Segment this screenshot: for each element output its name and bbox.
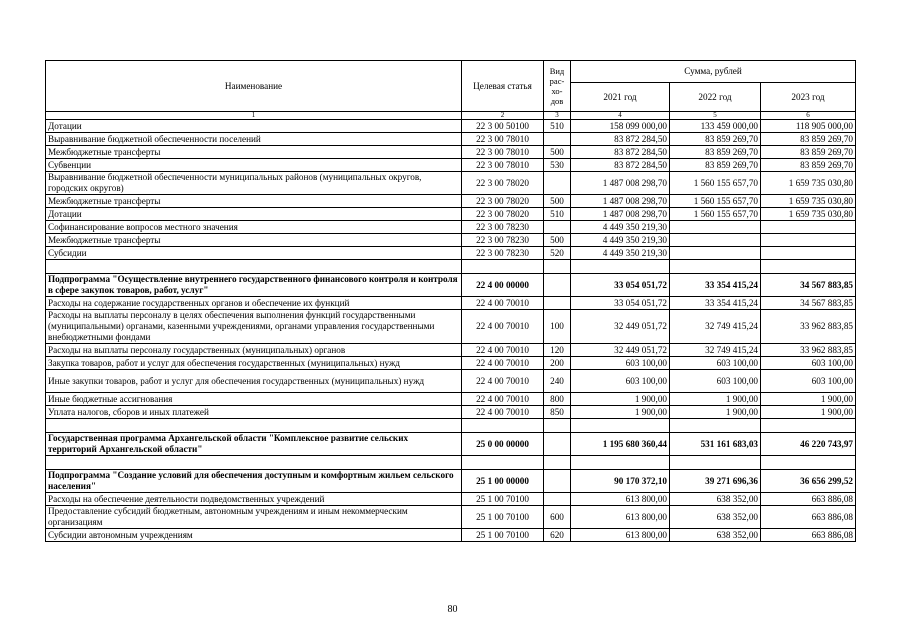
row-2023: 83 859 269,70 [761, 146, 856, 159]
header-sum: Сумма, рублей [571, 61, 856, 83]
table-row [46, 370, 856, 393]
row-code: 22 4 00 70010 [462, 297, 544, 310]
table-row [46, 172, 856, 195]
row-2022: 32 749 415,24 [670, 310, 761, 344]
row-name: Межбюджетные трансферты [46, 195, 462, 208]
row-2023 [761, 221, 856, 234]
row-code: 25 1 00 00000 [462, 470, 544, 493]
row-2022: 1 560 155 657,70 [670, 172, 761, 195]
row-2023: 1 900,00 [761, 393, 856, 406]
spacer-row [46, 419, 856, 433]
row-vid: 120 [544, 344, 571, 357]
row-2023: 1 659 735 030,80 [761, 172, 856, 195]
row-name: Расходы на выплаты персоналу в целях обеспечения выполнения функций государственными (муниципальными) органами, казенными учреждениями, органами управления государственными внебюджетными фондами [46, 310, 462, 344]
row-vid [544, 172, 571, 195]
table-row [46, 208, 856, 221]
row-code: 22 4 00 70010 [462, 357, 544, 370]
header-2023: 2023 год [761, 83, 856, 112]
row-name: Субвенции [46, 159, 462, 172]
row-vid [544, 221, 571, 234]
row-2022: 1 900,00 [670, 406, 761, 419]
row-code: 22 3 00 78010 [462, 146, 544, 159]
row-2021: 1 900,00 [571, 406, 670, 419]
row-2022: 531 161 683,03 [670, 433, 761, 456]
row-name: Субсидии автономным учреждениям [46, 529, 462, 542]
header-name: Наименование [46, 61, 462, 112]
row-code: 22 4 00 70010 [462, 310, 544, 344]
row-name: Выравнивание бюджетной обеспеченности поселений [46, 133, 462, 146]
budget-table [45, 60, 856, 542]
row-vid [544, 493, 571, 506]
row-2021: 32 449 051,72 [571, 344, 670, 357]
row-code: 22 4 00 00000 [462, 274, 544, 297]
table-row [46, 234, 856, 247]
row-vid: 500 [544, 234, 571, 247]
header-2022: 2022 год [670, 83, 761, 112]
row-2022: 1 560 155 657,70 [670, 208, 761, 221]
table-row [46, 506, 856, 529]
row-2022: 638 352,00 [670, 506, 761, 529]
table-row [46, 146, 856, 159]
row-code: 22 3 00 78230 [462, 221, 544, 234]
row-2022: 83 859 269,70 [670, 159, 761, 172]
table-row [46, 247, 856, 260]
row-2021: 90 170 372,10 [571, 470, 670, 493]
row-code: 22 3 00 78020 [462, 208, 544, 221]
col-number: 4 [571, 112, 670, 120]
row-2023: 34 567 883,85 [761, 274, 856, 297]
row-vid: 200 [544, 357, 571, 370]
row-2021: 613 800,00 [571, 493, 670, 506]
header-target: Целевая статья [462, 61, 544, 112]
row-vid [544, 470, 571, 493]
table-row [46, 221, 856, 234]
row-vid: 100 [544, 310, 571, 344]
table-row [46, 297, 856, 310]
row-code: 22 3 00 78010 [462, 159, 544, 172]
row-vid [544, 297, 571, 310]
row-name: Расходы на обеспечение деятельности подведомственных учреждений [46, 493, 462, 506]
row-code: 25 1 00 70100 [462, 493, 544, 506]
row-2021: 4 449 350 219,30 [571, 221, 670, 234]
row-2021: 83 872 284,50 [571, 146, 670, 159]
row-2023: 663 886,08 [761, 493, 856, 506]
table-row [46, 133, 856, 146]
row-2022: 603 100,00 [670, 370, 761, 393]
row-2022: 603 100,00 [670, 357, 761, 370]
row-2023: 603 100,00 [761, 357, 856, 370]
row-vid: 510 [544, 120, 571, 133]
row-2023: 83 859 269,70 [761, 133, 856, 146]
row-2023: 36 656 299,52 [761, 470, 856, 493]
row-name: Софинансирование вопросов местного значения [46, 221, 462, 234]
row-vid: 240 [544, 370, 571, 393]
row-2021: 4 449 350 219,30 [571, 234, 670, 247]
page-number: 80 [447, 604, 458, 615]
row-name: Дотации [46, 120, 462, 133]
row-2023 [761, 247, 856, 260]
row-vid: 520 [544, 247, 571, 260]
row-code: 22 3 00 78230 [462, 247, 544, 260]
table-row [46, 357, 856, 370]
row-2021: 33 054 051,72 [571, 297, 670, 310]
row-2022: 638 352,00 [670, 529, 761, 542]
row-2021: 158 099 000,00 [571, 120, 670, 133]
row-2023: 118 905 000,00 [761, 120, 856, 133]
col-number: 2 [462, 112, 544, 120]
row-vid [544, 274, 571, 297]
row-name: Государственная программа Архангельской области "Комплексное развитие сельских территорий Архангельской области" [46, 433, 462, 456]
row-2023: 663 886,08 [761, 529, 856, 542]
row-2022 [670, 234, 761, 247]
col-number: 6 [761, 112, 856, 120]
row-name: Расходы на содержание государственных органов и обеспечение их функций [46, 297, 462, 310]
row-2023: 663 886,08 [761, 506, 856, 529]
row-2022: 33 354 415,24 [670, 274, 761, 297]
row-2023: 1 659 735 030,80 [761, 195, 856, 208]
row-code: 22 4 00 70010 [462, 393, 544, 406]
row-2022: 638 352,00 [670, 493, 761, 506]
header-2021: 2021 год [571, 83, 670, 112]
row-2023: 603 100,00 [761, 370, 856, 393]
row-2021: 83 872 284,50 [571, 159, 670, 172]
table-row [46, 406, 856, 419]
header-vid: Вид рас-хо-дов [544, 61, 571, 112]
row-2023: 33 962 883,85 [761, 310, 856, 344]
row-name: Иные бюджетные ассигнования [46, 393, 462, 406]
row-2022: 39 271 696,36 [670, 470, 761, 493]
row-2023 [761, 234, 856, 247]
row-name: Уплата налогов, сборов и иных платежей [46, 406, 462, 419]
table-row [46, 529, 856, 542]
table-row [46, 310, 856, 344]
row-vid: 530 [544, 159, 571, 172]
table-row [46, 470, 856, 493]
col-number: 5 [670, 112, 761, 120]
row-2021: 613 800,00 [571, 506, 670, 529]
row-name: Подпрограмма "Осуществление внутреннего государственного финансового контроля и контроля в сфере закупок товаров, работ, услуг" [46, 274, 462, 297]
row-2022: 133 459 000,00 [670, 120, 761, 133]
row-code: 22 3 00 50100 [462, 120, 544, 133]
row-2022: 1 900,00 [670, 393, 761, 406]
row-2023: 33 962 883,85 [761, 344, 856, 357]
row-code: 22 3 00 78020 [462, 172, 544, 195]
row-2023: 34 567 883,85 [761, 297, 856, 310]
row-code: 22 4 00 70010 [462, 344, 544, 357]
table-row [46, 344, 856, 357]
row-2023: 1 900,00 [761, 406, 856, 419]
row-2022 [670, 247, 761, 260]
spacer-row [46, 456, 856, 470]
row-2021: 1 487 008 298,70 [571, 172, 670, 195]
col-number: 1 [46, 112, 462, 120]
row-vid: 500 [544, 146, 571, 159]
row-2021: 1 487 008 298,70 [571, 195, 670, 208]
row-2023: 83 859 269,70 [761, 159, 856, 172]
row-code: 25 1 00 70100 [462, 506, 544, 529]
table-row [46, 433, 856, 456]
row-name: Межбюджетные трансферты [46, 146, 462, 159]
table-row [46, 120, 856, 133]
row-2021: 32 449 051,72 [571, 310, 670, 344]
row-name: Расходы на выплаты персоналу государственных (муниципальных) органов [46, 344, 462, 357]
row-2021: 613 800,00 [571, 529, 670, 542]
row-2021: 603 100,00 [571, 357, 670, 370]
spacer-row [46, 260, 856, 274]
row-code: 22 3 00 78230 [462, 234, 544, 247]
row-name: Межбюджетные трансферты [46, 234, 462, 247]
row-vid: 620 [544, 529, 571, 542]
row-2023: 46 220 743,97 [761, 433, 856, 456]
col-number: 3 [544, 112, 571, 120]
row-code: 22 4 00 70010 [462, 406, 544, 419]
row-name: Подпрограмма "Создание условий для обеспечения доступным и комфортным жильем сельского населения" [46, 470, 462, 493]
row-2021: 4 449 350 219,30 [571, 247, 670, 260]
row-2022: 1 560 155 657,70 [670, 195, 761, 208]
row-name: Предоставление субсидий бюджетным, автономным учреждениям и иным некоммерческим организациям [46, 506, 462, 529]
row-2022: 83 859 269,70 [670, 146, 761, 159]
table-row [46, 393, 856, 406]
row-code: 22 3 00 78010 [462, 133, 544, 146]
row-vid: 800 [544, 393, 571, 406]
row-name: Иные закупки товаров, работ и услуг для обеспечения государственных (муниципальных) нужд [46, 370, 462, 393]
row-2021: 1 487 008 298,70 [571, 208, 670, 221]
row-code: 25 0 00 00000 [462, 433, 544, 456]
row-2022: 32 749 415,24 [670, 344, 761, 357]
row-2022: 83 859 269,70 [670, 133, 761, 146]
row-2021: 1 195 680 360,44 [571, 433, 670, 456]
row-vid: 850 [544, 406, 571, 419]
row-code: 25 1 00 70100 [462, 529, 544, 542]
row-vid [544, 433, 571, 456]
row-name: Дотации [46, 208, 462, 221]
row-2022: 33 354 415,24 [670, 297, 761, 310]
row-2021: 1 900,00 [571, 393, 670, 406]
row-name: Выравнивание бюджетной обеспеченности муниципальных районов (муниципальных округов, городских округов) [46, 172, 462, 195]
row-2021: 33 054 051,72 [571, 274, 670, 297]
row-code: 22 3 00 78020 [462, 195, 544, 208]
row-2022 [670, 221, 761, 234]
row-vid [544, 133, 571, 146]
row-vid: 500 [544, 195, 571, 208]
row-vid: 510 [544, 208, 571, 221]
row-2021: 603 100,00 [571, 370, 670, 393]
row-name: Субсидии [46, 247, 462, 260]
table-row [46, 159, 856, 172]
table-row [46, 274, 856, 297]
row-2021: 83 872 284,50 [571, 133, 670, 146]
row-code: 22 4 00 70010 [462, 370, 544, 393]
table-row [46, 493, 856, 506]
table-row [46, 195, 856, 208]
row-2023: 1 659 735 030,80 [761, 208, 856, 221]
row-name: Закупка товаров, работ и услуг для обеспечения государственных (муниципальных) нужд [46, 357, 462, 370]
row-vid: 600 [544, 506, 571, 529]
